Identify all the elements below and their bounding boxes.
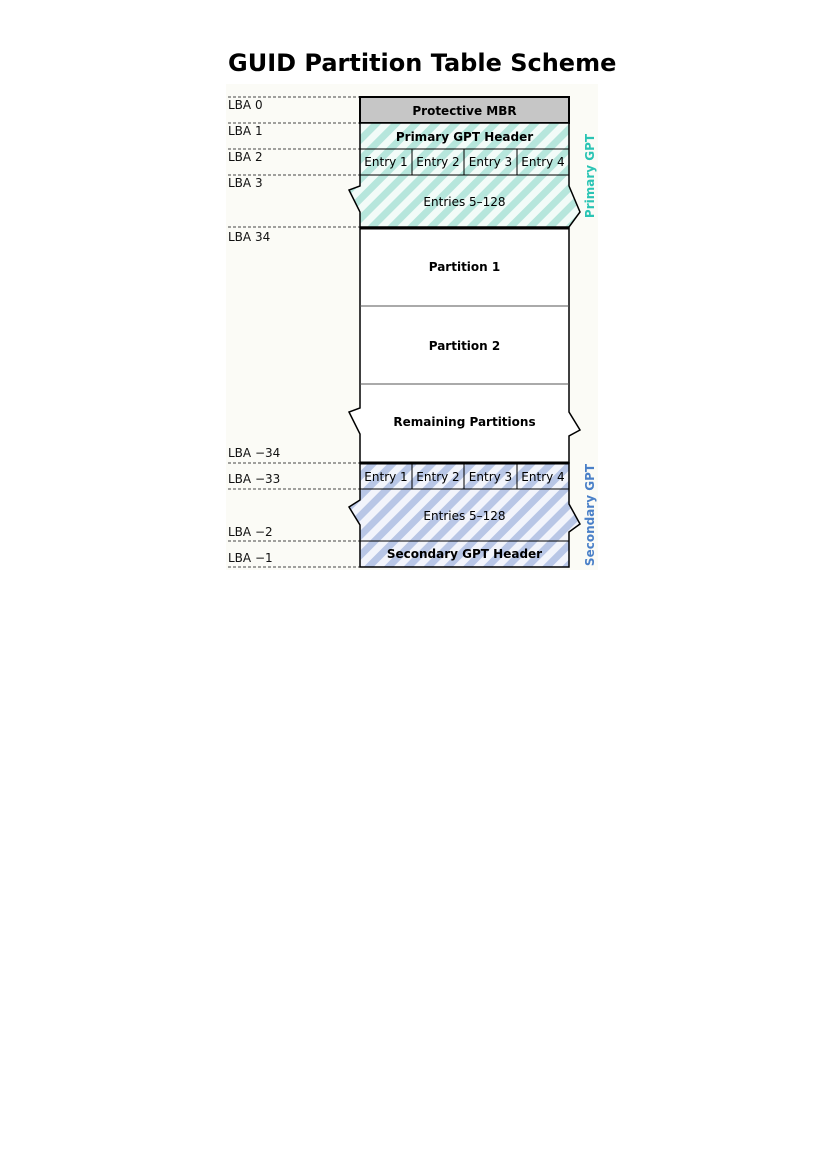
lba-3-label: LBA 3 <box>228 176 263 190</box>
diagram-title: GUID Partition Table Scheme <box>228 49 617 77</box>
protective-mbr-label: Protective MBR <box>412 104 517 118</box>
remaining-partitions-label: Remaining Partitions <box>393 415 536 429</box>
partition-1-label: Partition 1 <box>428 260 501 274</box>
lba-minus-1-label: LBA −1 <box>228 551 273 565</box>
partition-2-label: Partition 2 <box>428 339 501 353</box>
lba-minus-34-label: LBA −34 <box>228 446 281 460</box>
secondary-gpt-header-label: Secondary GPT Header <box>386 547 543 561</box>
secondary-entry-2: Entry 2 <box>416 470 460 484</box>
lba-1-label: LBA 1 <box>228 124 263 138</box>
primary-gpt-header-label: Primary GPT Header <box>395 130 534 144</box>
secondary-entry-1: Entry 1 <box>364 470 408 484</box>
lba-minus-33-label: LBA −33 <box>228 472 281 486</box>
primary-gpt-side-label: Primary GPT <box>583 133 597 219</box>
primary-entry-2: Entry 2 <box>416 155 460 169</box>
secondary-entry-3: Entry 3 <box>468 470 513 484</box>
secondary-entry-4: Entry 4 <box>521 470 565 484</box>
secondary-entries-rest: Entries 5–128 <box>423 509 506 523</box>
lba-0-label: LBA 0 <box>228 98 263 112</box>
primary-entry-3: Entry 3 <box>468 155 513 169</box>
primary-entry-1: Entry 1 <box>364 155 408 169</box>
primary-entry-4: Entry 4 <box>521 155 565 169</box>
lba-minus-2-label: LBA −2 <box>228 525 273 539</box>
primary-entries-rest: Entries 5–128 <box>423 195 506 209</box>
lba-2-label: LBA 2 <box>228 150 263 164</box>
secondary-gpt-side-label: Secondary GPT <box>583 463 597 567</box>
lba-34-label: LBA 34 <box>228 230 271 244</box>
